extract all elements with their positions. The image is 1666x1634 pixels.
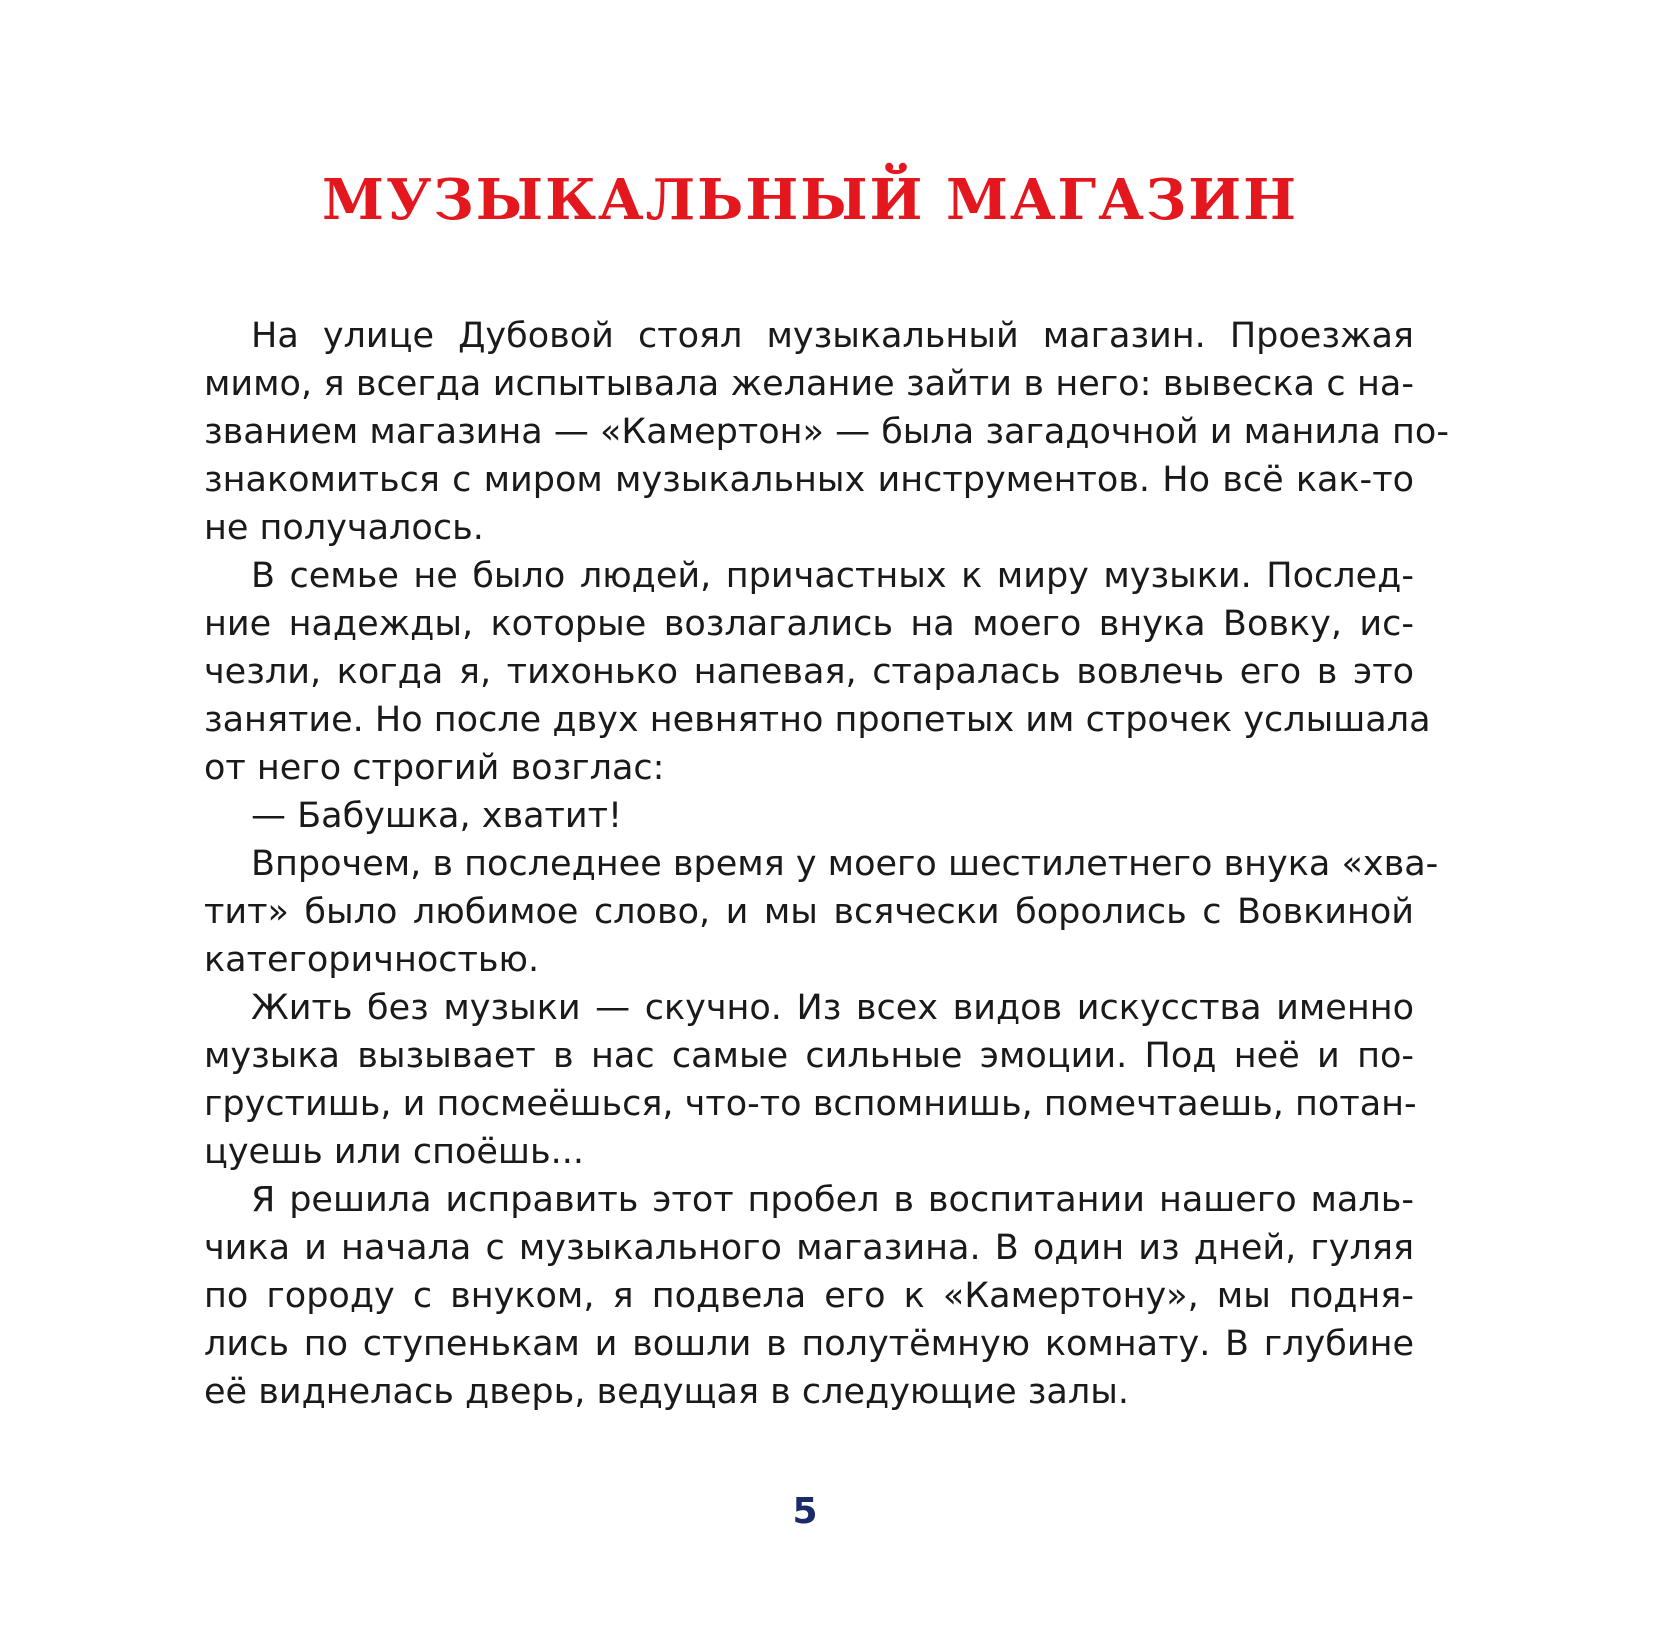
- body-text: [204, 312, 1449, 1416]
- text-line: чезли, когда я, тихонько напевая, старалась вовлечь его в это: [204, 652, 1414, 692]
- text-line: лись по ступенькам и вошли в полутёмную комнату. В глубине: [204, 1324, 1414, 1364]
- text-line: грустишь, и посмеёшься, что-то вспомнишь, помечтаешь, потан-: [204, 1084, 1417, 1124]
- text-line: цуешь или споёшь...: [204, 1132, 584, 1172]
- text-line: На улице Дубовой стоял музыкальный магазин. Проезжая: [251, 316, 1414, 356]
- text-line: мимо, я всегда испытывала желание зайти в него: вывеска с на-: [204, 364, 1414, 404]
- text-line: музыка вызывает в нас самые сильные эмоции. Под неё и по-: [204, 1036, 1414, 1076]
- text-line: ние надежды, которые возлагались на моего внука Вовку, ис-: [204, 604, 1414, 644]
- chapter-title: МУЗЫКАЛЬНЫЙ МАГАЗИН: [321, 167, 1299, 233]
- text-line: знакомиться с миром музыкальных инструментов. Но всё как-то: [204, 460, 1414, 500]
- text-line: Жить без музыки — скучно. Из всех видов искусства именно: [251, 988, 1414, 1028]
- page-number: 5: [792, 1491, 818, 1532]
- text-line: Впрочем, в последнее время у моего шестилетнего внука «хва-: [251, 844, 1439, 884]
- text-line: — Бабушка, хватит!: [251, 796, 623, 836]
- text-line: занятие. Но после двух невнятно пропетых им строчек услышала: [204, 700, 1431, 740]
- text-line: В семье не было людей, причастных к миру музыки. Послед-: [251, 556, 1414, 596]
- text-line: категоричностью.: [204, 940, 540, 980]
- text-line: чика и начала с музыкального магазина. В один из дней, гуляя: [204, 1228, 1414, 1268]
- text-line: тит» было любимое слово, и мы всячески боролись с Вовкиной: [204, 892, 1414, 932]
- text-line: Я решила исправить этот пробел в воспитании нашего маль-: [251, 1180, 1414, 1220]
- text-line: по городу с внуком, я подвела его к «Камертону», мы подня-: [204, 1276, 1414, 1316]
- text-line: званием магазина — «Камертон» — была загадочной и манила по-: [204, 412, 1449, 452]
- text-line: её виднелась дверь, ведущая в следующие залы.: [204, 1372, 1129, 1412]
- text-line: не получалось.: [204, 508, 484, 548]
- text-line: от него строгий возглас:: [204, 748, 665, 788]
